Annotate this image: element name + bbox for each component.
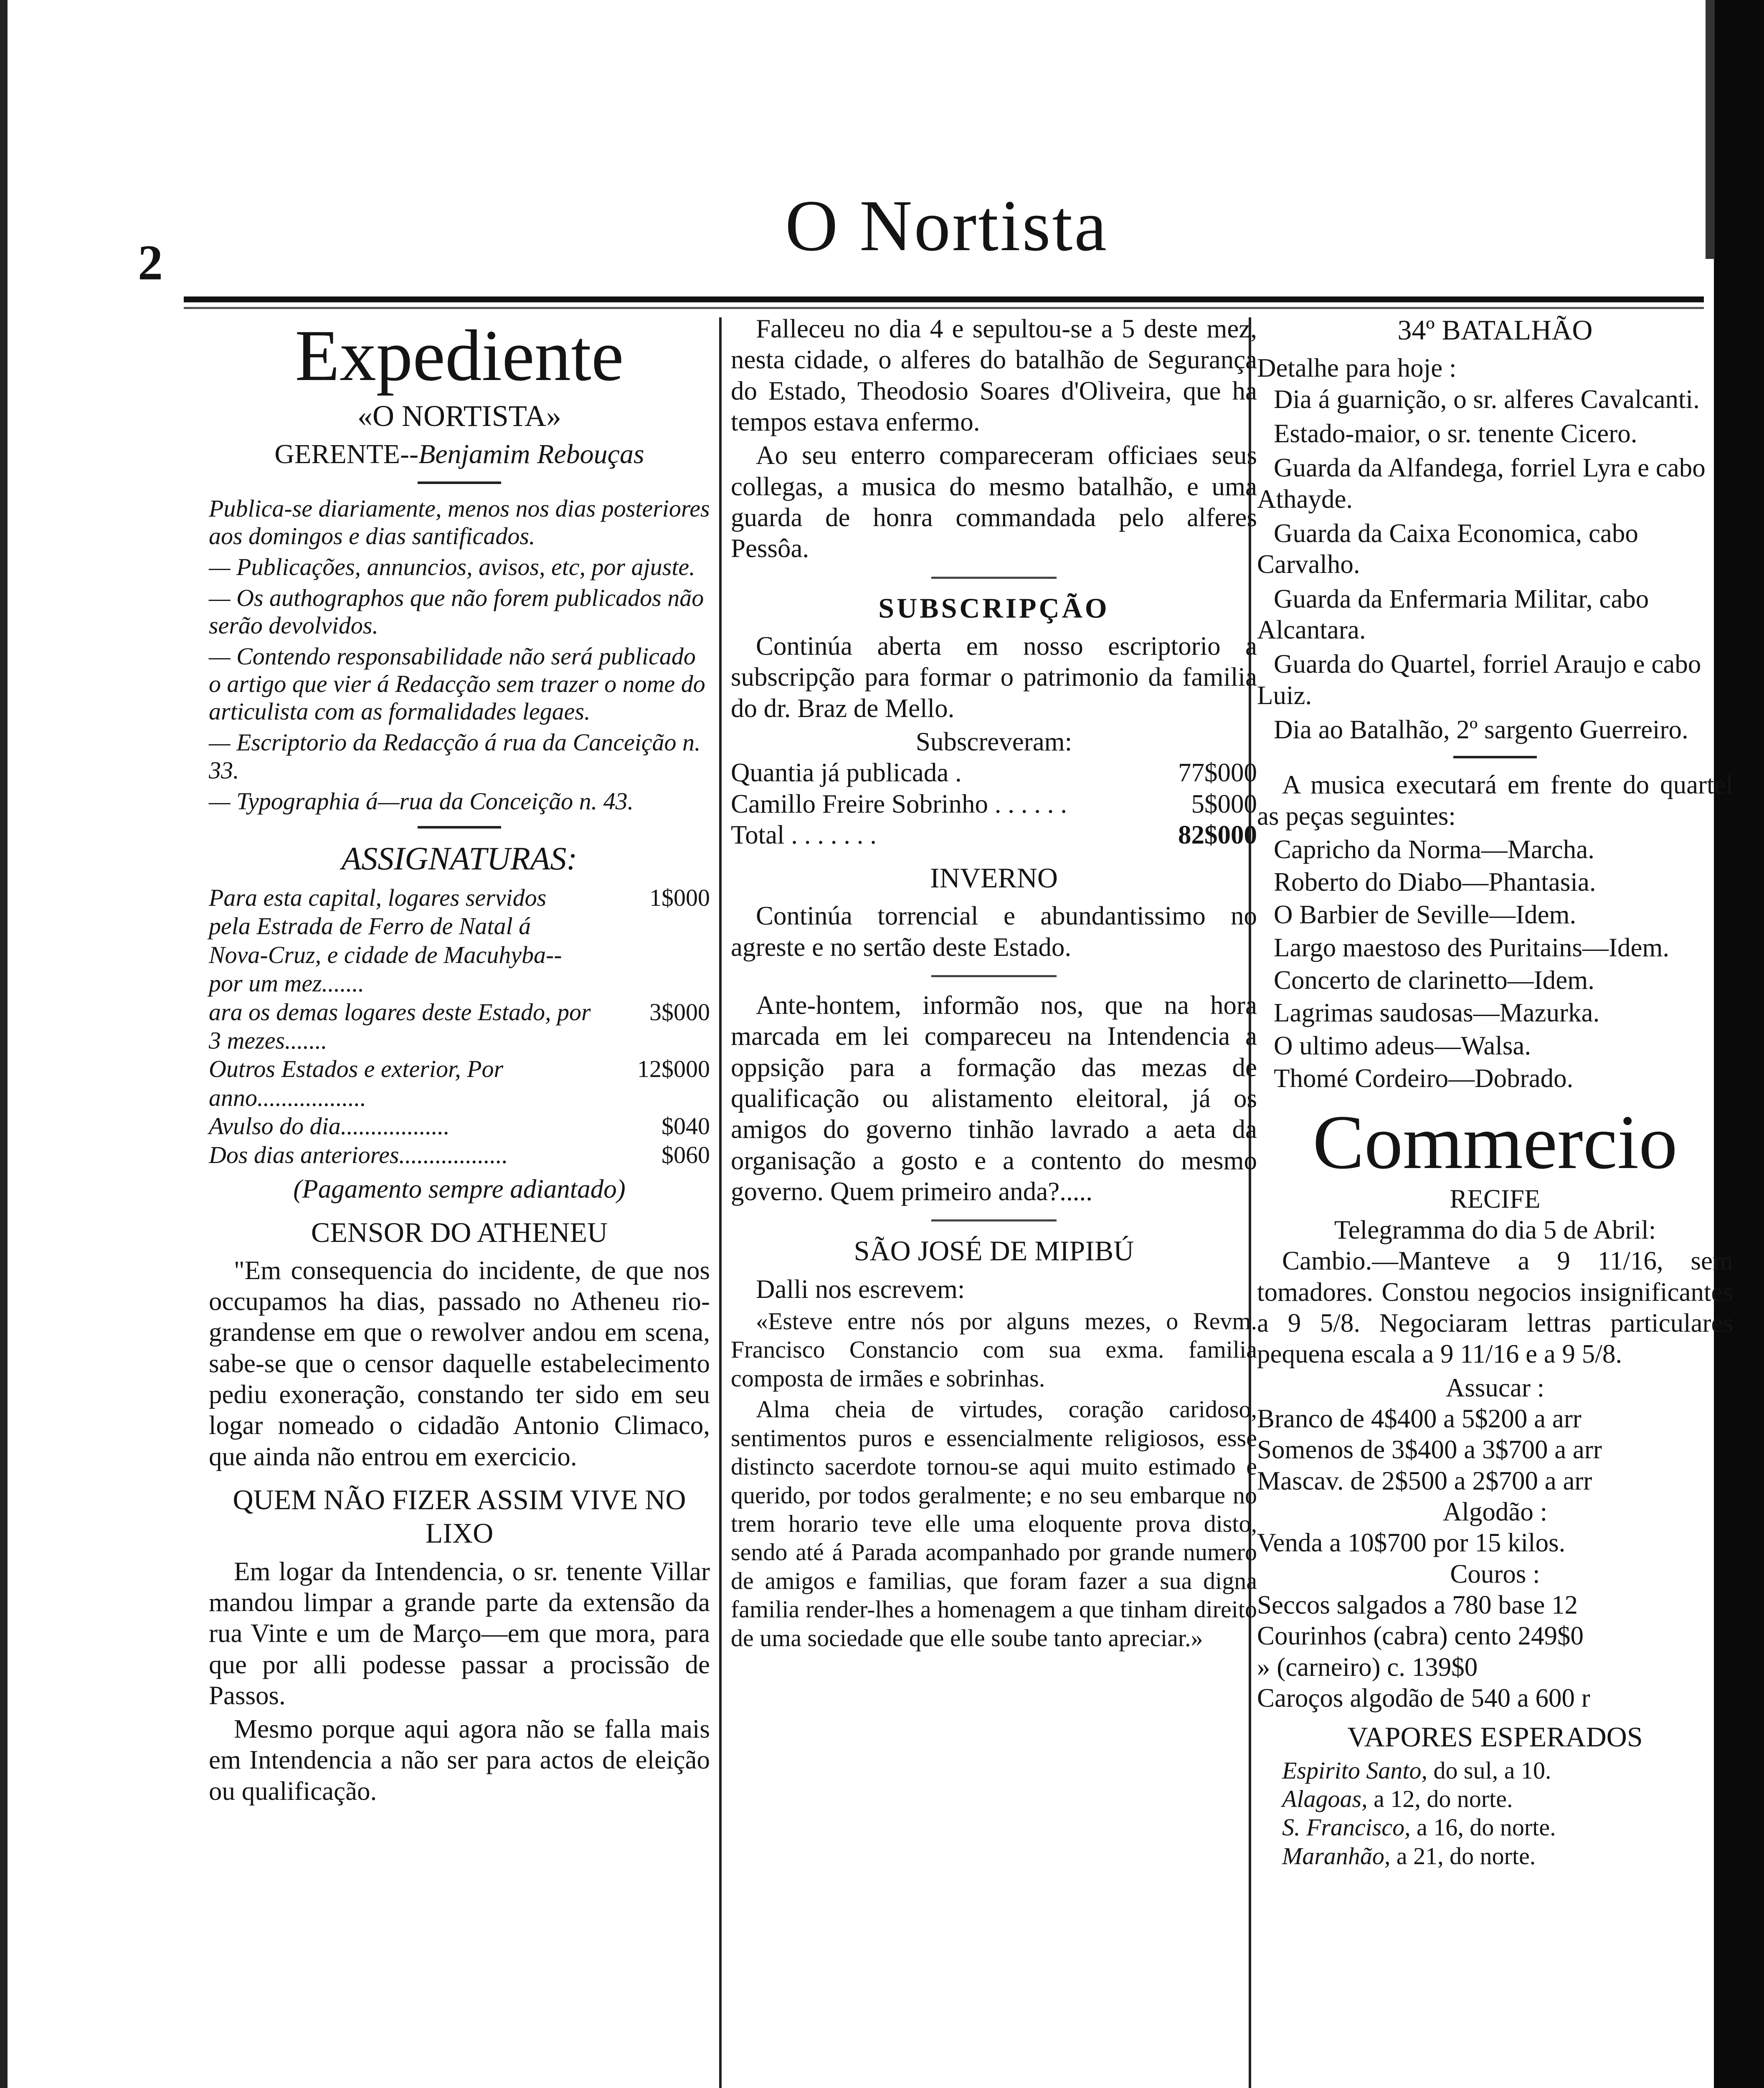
censor-text: "Em consequencia do incidente, de que nos occupamos ha dias, passado no Atheneu rio-grandense em que o rewolver andou em scena, sabe-se que o censor daquelle estabelecimento pediu exoneração, constando ter sido em seu logar nomeado o cidadão Antonio Climaco, que ainda não entrou em exercicio. bbox=[209, 1255, 710, 1471]
duty-item: Guarda da Alfandega, forriel Lyra e cabo Athayde. bbox=[1257, 453, 1706, 514]
caroco-line: Caroços algodão de 540 a 600 r bbox=[1257, 1683, 1590, 1713]
divider bbox=[418, 481, 501, 484]
antehontem-text: Ante-hontem, informão nos, que na hora marcada em lei compareceu na Intendencia a oppsição para a formação das mezas de qualificação ou alistamento eleitoral, já os amigos do governo tinhão lavrado a aeta da organisação a gosto e a contento do mesmo governo. Quem primeiro anda?..... bbox=[731, 991, 1257, 1206]
quem-title: QUEM NÃO FIZER ASSIM VIVE NO LIXO bbox=[233, 1484, 686, 1549]
price-value: $040 bbox=[662, 1112, 710, 1140]
subscription-row bbox=[731, 819, 1257, 850]
divider bbox=[931, 577, 1057, 579]
subscription-row bbox=[731, 757, 1257, 788]
price-line: Branco de 4$400 a 5$200 a arr bbox=[1257, 1404, 1582, 1433]
vapor-name: Espirito Santo, bbox=[1282, 1756, 1428, 1784]
vapor-name: S. Francisco, bbox=[1282, 1814, 1411, 1841]
price-line: » (carneiro) c. 139$0 bbox=[1257, 1652, 1478, 1682]
price-label: Dos dias anteriores.................. bbox=[209, 1141, 508, 1168]
divider bbox=[418, 826, 501, 829]
price-row bbox=[209, 1112, 710, 1140]
saojose-paragraph-2: Alma cheia de virtudes, coração caridoso, sentimentos puros e essencialmente religiosos, esse distincto sacerdote tornou-se aqui muito estimado e querido, por todos geralmente; e no seu embarque no trem horario teve elle uma eloquente prova disto, sendo até á Parada acompanhado por grande numero de amigos e familias, que foram fazer a sua digna familia render-lhes a homenagem a que tinham direito de uma sociedade que elle soube tanto apreciar.» bbox=[731, 1396, 1257, 1652]
couros-label: Couros : bbox=[1450, 1559, 1540, 1589]
price-row bbox=[209, 884, 710, 998]
subscription-label: Quantia já publicada . bbox=[731, 758, 962, 788]
music-piece: Roberto do Diabo—Phantasia. bbox=[1274, 867, 1596, 897]
column-news bbox=[731, 313, 1257, 1655]
condition-6: — Typographia á—rua da Conceição n. 43. bbox=[209, 787, 634, 815]
header-rule-thin bbox=[184, 307, 1704, 309]
quem-paragraph-2: Mesmo porque aqui agora não se falla mais em Intendencia a não ser para actos de eleição ou qualificação. bbox=[209, 1714, 710, 1806]
newspaper-title: O Nortista bbox=[785, 185, 1108, 266]
music-piece: Capricho da Norma—Marcha. bbox=[1274, 834, 1594, 864]
vapores-title: VAPORES ESPERADOS bbox=[1347, 1721, 1643, 1753]
price-row bbox=[209, 1055, 710, 1112]
inverno-title: INVERNO bbox=[930, 862, 1058, 894]
duty-item: Dia á guarnição, o sr. alferes Cavalcanti. bbox=[1274, 384, 1700, 414]
subscription-value: 77$000 bbox=[1178, 758, 1257, 788]
vapor-item bbox=[1282, 1813, 1733, 1842]
price-line: Somenos de 3$400 a 3$700 a arr bbox=[1257, 1435, 1602, 1465]
divider bbox=[931, 1219, 1057, 1221]
gerente-name: Benjamim Rebouças bbox=[418, 438, 644, 469]
nortista-subtitle: «O NORTISTA» bbox=[357, 399, 561, 433]
duty-item: Guarda da Enfermaria Militar, cabo Alcantara. bbox=[1257, 584, 1649, 644]
cambio-text: Cambio.—Manteve a 9 11/16, sem tomadores. Constou negocios insignificantes a 9 5/8. Negociaram lettras particulares pequena escala a 9 11/16 e a 9 5/8. bbox=[1257, 1246, 1733, 1369]
price-line: Courinhos (cabra) cento 249$0 bbox=[1257, 1621, 1584, 1651]
inverno-text: Continúa torrencial e abundantissimo no agreste e no sertão deste Estado. bbox=[731, 901, 1257, 962]
music-piece: O ultimo adeus—Walsa. bbox=[1274, 1031, 1531, 1060]
condition-5: — Escriptorio da Redacção á rua da Canceição n. 33. bbox=[209, 729, 701, 784]
header-rule bbox=[184, 296, 1704, 302]
divider bbox=[931, 975, 1057, 977]
vapor-item bbox=[1282, 1842, 1733, 1870]
vapor-detail: do sul, a 10. bbox=[1433, 1756, 1551, 1784]
price-label: ara os demas logares deste Estado, por 3 mezes....... bbox=[209, 998, 591, 1054]
vapor-name: Alagoas, bbox=[1282, 1785, 1368, 1812]
column-divider-1 bbox=[719, 317, 722, 2088]
censor-title: CENSOR DO ATHENEU bbox=[311, 1216, 608, 1248]
vapor-item bbox=[1282, 1785, 1733, 1813]
detalhe-label: Detalhe para hoje : bbox=[1257, 353, 1457, 383]
price-line: Mascav. de 2$500 a 2$700 a arr bbox=[1257, 1466, 1592, 1495]
saojose-intro: Dalli nos escrevem: bbox=[756, 1274, 965, 1304]
obituary-text: Falleceu no dia 4 e sepultou-se a 5 deste mez, nesta cidade, o alferes do batalhão de Segurança do Estado, Theodosio Soares d'Oliveira, que ha tempos estava enfermo. bbox=[731, 314, 1257, 436]
algodao-label: Algodão : bbox=[1442, 1497, 1548, 1526]
subscription-label: Total . . . . . . . bbox=[731, 820, 877, 849]
column-batalhao-commercio bbox=[1257, 313, 1733, 1870]
subscription-value: 5$000 bbox=[1191, 789, 1257, 818]
subscreveram-label: Subscreveram: bbox=[915, 727, 1072, 756]
assinaturas-title: ASSIGNATURAS: bbox=[341, 840, 578, 877]
expediente-title: Expediente bbox=[295, 315, 624, 396]
condition-4: — Contendo responsabilidade não será publicado o artigo que vier á Redacção sem trazer o nome do articulista com as formalidades legaes. bbox=[209, 643, 705, 725]
vapor-detail: a 16, do norte. bbox=[1417, 1814, 1556, 1841]
price-value: $060 bbox=[662, 1141, 710, 1168]
commercio-title: Commercio bbox=[1313, 1100, 1678, 1186]
assucar-label: Assucar : bbox=[1445, 1373, 1545, 1402]
music-piece: O Barbier de Seville—Idem. bbox=[1274, 900, 1576, 930]
music-piece: Concerto de clarinetto—Idem. bbox=[1274, 965, 1594, 995]
scan-edge-left bbox=[0, 0, 8, 2088]
condition-1: Publica-se diariamente, menos nos dias posteriores aos domingos e dias santificados. bbox=[209, 494, 710, 550]
price-label: Avulso do dia.................. bbox=[209, 1112, 450, 1140]
divider bbox=[1453, 756, 1537, 758]
music-piece: Lagrimas saudosas—Mazurka. bbox=[1274, 998, 1600, 1028]
price-label: Outros Estados e exterior, Por anno.................. bbox=[209, 1055, 504, 1111]
subscription-table bbox=[731, 757, 1257, 850]
duty-item: Estado-maior, o sr. tenente Cicero. bbox=[1274, 418, 1637, 448]
price-line: Seccos salgados a 780 base 12 bbox=[1257, 1590, 1578, 1619]
gerente-label: GERENTE-- bbox=[274, 438, 418, 469]
column-expediente bbox=[209, 313, 710, 1809]
quem-paragraph-1: Em logar da Intendencia, o sr. tenente Villar mandou limpar a grande parte da extensão da rua Vinte e um de Março—em que mora, para que por alli podesse passar a procissão de Passos. bbox=[209, 1556, 710, 1710]
vapor-detail: a 21, do norte. bbox=[1396, 1842, 1536, 1870]
subscription-total: 82$000 bbox=[1178, 820, 1257, 849]
duty-item: Guarda do Quartel, forriel Araujo e cabo Luiz. bbox=[1257, 649, 1701, 710]
price-value: 12$000 bbox=[637, 1055, 710, 1083]
page-number: 2 bbox=[138, 235, 163, 290]
subscription-row bbox=[731, 788, 1257, 819]
musica-intro: A musica executará em frente do quartel as peças seguintes: bbox=[1257, 770, 1733, 831]
duty-item: Guarda da Caixa Economica, cabo Carvalho. bbox=[1257, 518, 1638, 579]
duty-item: Dia ao Batalhão, 2º sargento Guerreiro. bbox=[1274, 715, 1688, 744]
music-piece: Largo maestoso des Puritains—Idem. bbox=[1274, 933, 1670, 962]
pagamento-note: (Pagamento sempre adiantado) bbox=[293, 1174, 626, 1204]
vapor-detail: a 12, do norte. bbox=[1374, 1785, 1513, 1812]
recife-label: RECIFE bbox=[1450, 1184, 1541, 1214]
batalhao-title: 34º BATALHÃO bbox=[1397, 314, 1593, 346]
music-piece: Thomé Cordeiro—Dobrado. bbox=[1274, 1064, 1574, 1093]
subscription-label: Camillo Freire Sobrinho . . . . . . bbox=[731, 789, 1067, 818]
subscricao-title: SUBSCRIPÇÃO bbox=[878, 592, 1110, 624]
telegramma-line: Telegramma do dia 5 de Abril: bbox=[1334, 1215, 1656, 1245]
obituary-text-2: Ao seu enterro compareceram officiaes seus collegas, a musica do mesmo batalhão, e uma guarda de honra commandada pelo alferes Pessôa. bbox=[731, 441, 1257, 563]
scan-edge-shadow bbox=[1706, 0, 1715, 259]
vapor-item bbox=[1282, 1756, 1733, 1785]
condition-2: — Publicações, annuncios, avisos, etc, por ajuste. bbox=[209, 553, 695, 580]
price-row bbox=[209, 998, 710, 1055]
vapor-name: Maranhão, bbox=[1282, 1842, 1391, 1870]
price-value: 3$000 bbox=[649, 998, 710, 1026]
algodao-line: Venda a 10$700 por 15 kilos. bbox=[1257, 1528, 1566, 1558]
gerente-line bbox=[209, 438, 710, 471]
price-value: 1$000 bbox=[649, 884, 710, 911]
saojose-title: SÃO JOSÉ DE MIPIBÚ bbox=[854, 1235, 1134, 1267]
price-row bbox=[209, 1141, 710, 1169]
condition-3: — Os authographos que não forem publicados não serão devolvidos. bbox=[209, 584, 704, 639]
saojose-paragraph-1: «Esteve entre nós por alguns mezes, o Revm. Francisco Constancio com sua exma. familia composta de irmães e sobrinhas. bbox=[731, 1307, 1257, 1392]
price-label: Para esta capital, logares servidos pela Estrada de Ferro de Natal á Nova-Cruz, e cidade de Macuhyba--por um mez....... bbox=[209, 884, 562, 997]
subscricao-text: Continúa aberta em nosso escriptorio a subscripção para formar o patrimonio da familia do dr. Braz de Mello. bbox=[731, 631, 1257, 723]
